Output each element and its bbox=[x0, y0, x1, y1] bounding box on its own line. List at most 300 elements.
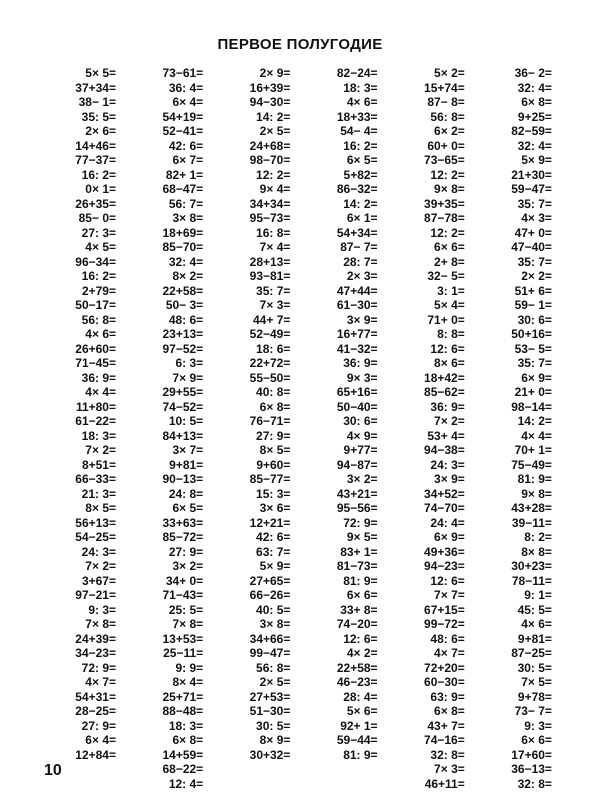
exercise-item: 43+21= bbox=[336, 486, 378, 501]
exercise-item: 5× 2= bbox=[434, 66, 465, 80]
exercise-item: 28+13= bbox=[249, 254, 291, 269]
exercise-item: 32: 4= bbox=[168, 254, 204, 269]
exercise-item: 54+34= bbox=[336, 225, 378, 240]
exercise-item: 3× 8= bbox=[259, 617, 291, 631]
exercise-item: 40: 5= bbox=[256, 602, 291, 617]
exercise-item: 3+67= bbox=[81, 573, 116, 588]
exercise-item: 98−14= bbox=[511, 399, 552, 414]
exercise-item: 4× 6= bbox=[346, 95, 378, 109]
exercise-item: 4× 9= bbox=[346, 428, 378, 443]
exercise-item: 5× 5= bbox=[85, 66, 116, 80]
exercise-item: 51+ 6= bbox=[514, 283, 552, 298]
exercise-item: 87−78= bbox=[424, 211, 465, 225]
exercise-item: 94−23= bbox=[424, 559, 465, 573]
exercise-item: 36: 9= bbox=[81, 370, 116, 385]
exercise-item: 87−25= bbox=[511, 646, 552, 660]
exercise-item: 66−33= bbox=[75, 472, 116, 486]
exercise-item: 43+28= bbox=[511, 501, 552, 515]
exercise-item: 35: 7= bbox=[517, 356, 552, 370]
exercise-item: 18+42= bbox=[424, 370, 465, 385]
exercise-item: 11+80= bbox=[75, 399, 116, 414]
exercise-item: 6× 6= bbox=[434, 240, 465, 254]
exercise-item: 71−45= bbox=[75, 356, 116, 370]
exercise-item: 27+65= bbox=[249, 573, 291, 588]
exercise-item: 59−47= bbox=[511, 182, 552, 196]
exercise-item: 70+ 1= bbox=[514, 443, 552, 457]
exercise-item: 2+ 8= bbox=[434, 254, 465, 269]
exercise-item: 27: 9= bbox=[81, 718, 116, 733]
exercise-item: 50−17= bbox=[75, 298, 116, 312]
exercise-item: 12: 4= bbox=[168, 776, 204, 791]
exercise-item: 18: 3= bbox=[81, 428, 116, 443]
exercise-item: 12+84= bbox=[75, 747, 116, 762]
exercise-item: 95−73= bbox=[249, 211, 291, 225]
exercise-column bbox=[492, 66, 552, 791]
exercise-item: 16: 2= bbox=[81, 269, 116, 283]
exercise-item: 18+33= bbox=[336, 109, 378, 124]
exercise-item: 30: 5= bbox=[256, 718, 291, 733]
exercise-grid bbox=[56, 66, 552, 791]
exercise-item: 32: 4= bbox=[517, 80, 552, 95]
exercise-item: 6× 8= bbox=[434, 704, 465, 718]
exercise-item: 85−62= bbox=[424, 385, 465, 399]
exercise-item: 7× 2= bbox=[434, 414, 465, 428]
exercise-item: 53+ 4= bbox=[427, 428, 465, 443]
exercise-column bbox=[143, 66, 204, 791]
exercise-item: 15: 3= bbox=[256, 486, 291, 501]
exercise-item: 5× 4= bbox=[434, 298, 465, 312]
exercise-item: 2× 9= bbox=[259, 66, 291, 80]
exercise-item: 54− 4= bbox=[340, 124, 378, 138]
exercise-item: 14+46= bbox=[75, 138, 116, 153]
exercise-item: 12: 6= bbox=[430, 573, 465, 588]
exercise-item: 6× 1= bbox=[346, 211, 378, 225]
page-title: ПЕРВОЕ ПОЛУГОДИЕ bbox=[217, 36, 383, 53]
exercise-item: 81−73= bbox=[336, 559, 378, 573]
exercise-item: 7× 8= bbox=[172, 617, 204, 631]
exercise-item: 6× 6= bbox=[521, 733, 552, 747]
exercise-item: 74−70= bbox=[424, 501, 465, 515]
exercise-item: 9: 1= bbox=[524, 588, 552, 602]
exercise-item: 12: 6= bbox=[343, 631, 378, 646]
exercise-item: 5× 9= bbox=[521, 153, 552, 167]
exercise-item: 30: 6= bbox=[343, 414, 378, 428]
exercise-item: 0× 1= bbox=[85, 182, 116, 196]
exercise-item: 32− 5= bbox=[427, 269, 465, 283]
exercise-item: 6× 6= bbox=[346, 588, 378, 602]
exercise-item: 16+77= bbox=[336, 327, 378, 341]
exercise-item: 47+44= bbox=[336, 283, 378, 298]
exercise-item: 7× 2= bbox=[85, 559, 116, 573]
exercise-item: 6× 2= bbox=[434, 124, 465, 138]
exercise-item: 32: 4= bbox=[517, 138, 552, 153]
exercise-item: 34−23= bbox=[75, 646, 116, 660]
exercise-item: 54+31= bbox=[75, 689, 116, 704]
exercise-item: 36− 2= bbox=[514, 66, 552, 80]
exercise-item: 45: 5= bbox=[517, 602, 552, 617]
exercise-item: 94−30= bbox=[249, 95, 291, 109]
exercise-item: 15+74= bbox=[424, 80, 465, 95]
exercise-item: 50− 3= bbox=[165, 298, 204, 312]
exercise-item: 9+78= bbox=[517, 689, 552, 704]
exercise-item: 12: 2= bbox=[430, 167, 465, 182]
exercise-item: 9× 5= bbox=[346, 530, 378, 544]
exercise-item: 2× 5= bbox=[259, 124, 291, 138]
exercise-item: 26+60= bbox=[75, 341, 116, 356]
exercise-item: 2× 3= bbox=[346, 269, 378, 283]
exercise-item: 95−56= bbox=[336, 501, 378, 515]
exercise-item: 7× 7= bbox=[434, 588, 465, 602]
exercise-item: 56: 7= bbox=[168, 196, 204, 211]
exercise-item: 9+81= bbox=[517, 631, 552, 646]
exercise-item: 7× 3= bbox=[434, 762, 465, 776]
exercise-item: 60−30= bbox=[424, 675, 465, 689]
exercise-item: 30: 6= bbox=[517, 312, 552, 327]
exercise-item: 14: 2= bbox=[256, 109, 291, 124]
exercise-item: 28: 4= bbox=[343, 689, 378, 704]
exercise-item: 24: 3= bbox=[430, 457, 465, 472]
exercise-item: 9+25= bbox=[517, 109, 552, 124]
exercise-item: 40: 8= bbox=[256, 385, 291, 399]
exercise-item: 12: 6= bbox=[430, 341, 465, 356]
exercise-item: 17+60= bbox=[511, 747, 552, 762]
exercise-item: 76−71= bbox=[249, 414, 291, 428]
exercise-item: 68−22= bbox=[162, 762, 204, 776]
exercise-item: 39−11= bbox=[511, 515, 552, 530]
exercise-item: 43+ 7= bbox=[427, 718, 465, 733]
exercise-item: 4× 5= bbox=[85, 240, 116, 254]
exercise-item: 18+69= bbox=[162, 225, 204, 240]
exercise-item: 96−34= bbox=[75, 254, 116, 269]
exercise-item: 8× 9= bbox=[259, 733, 291, 747]
exercise-item: 59−44= bbox=[336, 733, 378, 747]
exercise-item: 4× 6= bbox=[85, 327, 116, 341]
exercise-item: 87− 7= bbox=[340, 240, 378, 254]
exercise-item: 56: 8= bbox=[430, 109, 465, 124]
exercise-item: 9: 9= bbox=[175, 660, 204, 675]
exercise-item: 14: 2= bbox=[343, 196, 378, 211]
exercise-item: 25−11= bbox=[163, 646, 204, 660]
exercise-item: 33+63= bbox=[162, 515, 204, 530]
exercise-item: 6× 4= bbox=[85, 733, 116, 747]
exercise-item: 44+ 7= bbox=[253, 312, 291, 327]
exercise-item: 29+55= bbox=[162, 385, 204, 399]
exercise-item: 9× 8= bbox=[434, 182, 465, 196]
exercise-item: 2× 6= bbox=[85, 124, 116, 138]
exercise-item: 6× 5= bbox=[172, 501, 204, 515]
exercise-item: 22+58= bbox=[162, 283, 204, 298]
exercise-item: 6× 9= bbox=[521, 370, 552, 385]
exercise-item: 12: 2= bbox=[430, 225, 465, 240]
exercise-item: 34+ 0= bbox=[165, 573, 204, 588]
exercise-item: 78−11= bbox=[511, 573, 552, 588]
exercise-item: 18: 6= bbox=[256, 341, 291, 356]
exercise-item: 61−30= bbox=[336, 298, 378, 312]
exercise-item: 85− 0= bbox=[78, 211, 116, 225]
exercise-item: 35: 7= bbox=[517, 196, 552, 211]
exercise-item: 6× 8= bbox=[259, 399, 291, 414]
exercise-item: 8× 4= bbox=[172, 675, 204, 689]
exercise-item: 53− 5= bbox=[514, 341, 552, 356]
exercise-item: 9+81= bbox=[169, 457, 204, 472]
exercise-item: 36−13= bbox=[511, 762, 552, 776]
exercise-item: 9× 3= bbox=[346, 370, 378, 385]
exercise-item: 81: 9= bbox=[343, 747, 378, 762]
exercise-item: 47+ 0= bbox=[514, 225, 552, 240]
exercise-item: 24: 8= bbox=[168, 486, 204, 501]
exercise-item: 27: 9= bbox=[168, 544, 204, 559]
exercise-item: 97−21= bbox=[75, 588, 116, 602]
exercise-item: 22+72= bbox=[249, 356, 291, 370]
exercise-item: 8× 2= bbox=[172, 269, 204, 283]
exercise-item: 84+13= bbox=[162, 428, 204, 443]
exercise-item: 8× 8= bbox=[521, 544, 552, 559]
exercise-item: 90−13= bbox=[162, 472, 204, 486]
exercise-column bbox=[56, 66, 116, 762]
exercise-item: 32: 8= bbox=[430, 747, 465, 762]
exercise-item: 63: 9= bbox=[430, 689, 465, 704]
exercise-item: 3× 9= bbox=[346, 312, 378, 327]
exercise-item: 25+71= bbox=[162, 689, 204, 704]
exercise-item: 34+52= bbox=[424, 486, 465, 501]
exercise-item: 3: 1= bbox=[437, 283, 465, 298]
exercise-item: 98−70= bbox=[249, 153, 291, 167]
exercise-item: 94−87= bbox=[336, 457, 378, 472]
exercise-item: 48: 6= bbox=[168, 312, 204, 327]
exercise-item: 35: 7= bbox=[517, 254, 552, 269]
exercise-item: 54+19= bbox=[162, 109, 204, 124]
exercise-item: 4× 4= bbox=[521, 428, 552, 443]
exercise-item: 21+30= bbox=[511, 167, 552, 182]
exercise-item: 99−72= bbox=[424, 617, 465, 631]
exercise-item: 30+32= bbox=[249, 747, 291, 762]
page-number: 10 bbox=[44, 762, 62, 779]
exercise-item: 42: 6= bbox=[168, 138, 204, 153]
exercise-item: 7× 2= bbox=[85, 443, 116, 457]
exercise-item: 73−61= bbox=[162, 66, 204, 80]
exercise-item: 2+79= bbox=[81, 283, 116, 298]
exercise-item: 16: 8= bbox=[256, 225, 291, 240]
exercise-item: 67+15= bbox=[424, 602, 465, 617]
exercise-item: 73−65= bbox=[424, 153, 465, 167]
exercise-item: 21+ 0= bbox=[514, 385, 552, 399]
exercise-item: 28−25= bbox=[75, 704, 116, 718]
exercise-item: 92+ 1= bbox=[340, 718, 378, 733]
exercise-item: 3× 7= bbox=[172, 443, 204, 457]
exercise-item: 5× 9= bbox=[259, 559, 291, 573]
exercise-item: 46−23= bbox=[336, 675, 378, 689]
exercise-item: 41−32= bbox=[336, 341, 378, 356]
exercise-item: 7× 3= bbox=[259, 298, 291, 312]
exercise-item: 4× 2= bbox=[346, 646, 378, 660]
exercise-item: 5× 6= bbox=[346, 704, 378, 718]
exercise-item: 13+53= bbox=[162, 631, 204, 646]
exercise-item: 8× 5= bbox=[259, 443, 291, 457]
exercise-item: 36: 9= bbox=[430, 399, 465, 414]
exercise-item: 56: 8= bbox=[256, 660, 291, 675]
exercise-item: 4× 7= bbox=[85, 675, 116, 689]
exercise-item: 6× 7= bbox=[172, 153, 204, 167]
exercise-item: 7× 8= bbox=[85, 617, 116, 631]
exercise-item: 5+82= bbox=[343, 167, 378, 182]
exercise-item: 47−40= bbox=[511, 240, 552, 254]
exercise-item: 63: 7= bbox=[256, 544, 291, 559]
exercise-item: 65+16= bbox=[336, 385, 378, 399]
exercise-item: 52−41= bbox=[162, 124, 204, 138]
exercise-item: 39+35= bbox=[424, 196, 465, 211]
exercise-item: 8: 8= bbox=[437, 327, 465, 341]
exercise-item: 14: 2= bbox=[517, 414, 552, 428]
exercise-item: 36: 4= bbox=[168, 80, 204, 95]
exercise-item: 68−47= bbox=[162, 182, 204, 196]
exercise-item: 88−48= bbox=[162, 704, 204, 718]
exercise-item: 34+34= bbox=[249, 196, 291, 211]
exercise-item: 75−49= bbox=[511, 457, 552, 472]
exercise-item: 93−81= bbox=[249, 269, 291, 283]
exercise-item: 3× 9= bbox=[434, 472, 465, 486]
exercise-item: 18: 3= bbox=[168, 718, 204, 733]
exercise-item: 2× 5= bbox=[259, 675, 291, 689]
exercise-item: 34+66= bbox=[249, 631, 291, 646]
exercise-item: 87− 8= bbox=[427, 95, 465, 109]
exercise-item: 9+77= bbox=[343, 443, 378, 457]
exercise-item: 6× 5= bbox=[346, 153, 378, 167]
exercise-item: 9× 8= bbox=[521, 486, 552, 501]
exercise-item: 36: 9= bbox=[343, 356, 378, 370]
exercise-item: 6× 9= bbox=[434, 530, 465, 544]
exercise-item: 71−43= bbox=[162, 588, 204, 602]
exercise-item: 55−50= bbox=[249, 370, 291, 385]
exercise-item: 21: 3= bbox=[81, 486, 116, 501]
exercise-item: 6× 4= bbox=[172, 95, 204, 109]
exercise-item: 42: 6= bbox=[256, 530, 291, 544]
exercise-item: 33+ 8= bbox=[340, 602, 378, 617]
exercise-item: 28: 7= bbox=[343, 254, 378, 269]
exercise-item: 4× 7= bbox=[434, 646, 465, 660]
exercise-item: 52−49= bbox=[249, 327, 291, 341]
exercise-item: 97−52= bbox=[162, 341, 204, 356]
exercise-item: 85−70= bbox=[162, 240, 204, 254]
exercise-item: 74−20= bbox=[336, 617, 378, 631]
exercise-item: 72+20= bbox=[424, 660, 465, 675]
exercise-item: 2× 2= bbox=[521, 269, 552, 283]
exercise-item: 60+ 0= bbox=[427, 138, 465, 153]
exercise-item: 8× 5= bbox=[85, 501, 116, 515]
exercise-item: 85−77= bbox=[249, 472, 291, 486]
exercise-item: 54−25= bbox=[75, 530, 116, 544]
exercise-item: 85−72= bbox=[162, 530, 204, 544]
exercise-item: 81: 9= bbox=[343, 573, 378, 588]
exercise-item: 72: 9= bbox=[343, 515, 378, 530]
exercise-item: 46+11= bbox=[424, 776, 465, 791]
exercise-column bbox=[230, 66, 291, 762]
exercise-item: 82−59= bbox=[511, 124, 552, 138]
exercise-item: 7× 4= bbox=[259, 240, 291, 254]
exercise-item: 3× 6= bbox=[259, 501, 291, 515]
exercise-item: 14+59= bbox=[162, 747, 204, 762]
exercise-item: 27+53= bbox=[249, 689, 291, 704]
exercise-item: 35: 5= bbox=[81, 109, 116, 124]
exercise-column bbox=[318, 66, 378, 762]
exercise-item: 12: 2= bbox=[256, 167, 291, 182]
exercise-item: 9+60= bbox=[256, 457, 291, 472]
exercise-item: 16: 2= bbox=[343, 138, 378, 153]
exercise-item: 27: 3= bbox=[81, 225, 116, 240]
exercise-item: 24: 3= bbox=[81, 544, 116, 559]
exercise-item: 8+51= bbox=[81, 457, 116, 472]
exercise-item: 32: 8= bbox=[517, 776, 552, 791]
exercise-item: 24+39= bbox=[75, 631, 116, 646]
exercise-item: 26+35= bbox=[75, 196, 116, 211]
exercise-item: 25: 5= bbox=[168, 602, 204, 617]
exercise-item: 10: 5= bbox=[168, 414, 204, 428]
exercise-item: 73− 7= bbox=[514, 704, 552, 718]
exercise-item: 23+13= bbox=[162, 327, 204, 341]
exercise-item: 38− 1= bbox=[78, 95, 116, 109]
exercise-item: 82+ 1= bbox=[165, 167, 204, 182]
exercise-item: 49+36= bbox=[424, 544, 465, 559]
exercise-item: 6× 8= bbox=[521, 95, 552, 109]
exercise-item: 74−52= bbox=[162, 399, 204, 414]
exercise-item: 22+58= bbox=[336, 660, 378, 675]
exercise-item: 6: 3= bbox=[175, 356, 204, 370]
exercise-item: 66−26= bbox=[249, 588, 291, 602]
exercise-item: 9: 3= bbox=[88, 602, 116, 617]
exercise-item: 61−22= bbox=[75, 414, 116, 428]
exercise-item: 18: 3= bbox=[343, 80, 378, 95]
exercise-item: 9× 4= bbox=[259, 182, 291, 196]
exercise-item: 71+ 0= bbox=[427, 312, 465, 327]
exercise-item: 4× 3= bbox=[521, 211, 552, 225]
exercise-item: 56+13= bbox=[75, 515, 116, 530]
exercise-item: 4× 4= bbox=[85, 385, 116, 399]
exercise-item: 50+16= bbox=[511, 327, 552, 341]
exercise-item: 3× 2= bbox=[172, 559, 204, 573]
exercise-item: 24+68= bbox=[249, 138, 291, 153]
exercise-item: 82−24= bbox=[336, 66, 378, 80]
exercise-item: 12+21= bbox=[249, 515, 291, 530]
exercise-item: 37+34= bbox=[75, 80, 116, 95]
exercise-item: 30+23= bbox=[511, 559, 552, 573]
exercise-column bbox=[405, 66, 465, 791]
exercise-item: 16: 2= bbox=[81, 167, 116, 182]
exercise-item: 94−38= bbox=[424, 443, 465, 457]
exercise-item: 59− 1= bbox=[514, 298, 552, 312]
exercise-item: 3× 2= bbox=[346, 472, 378, 486]
exercise-item: 24: 4= bbox=[430, 515, 465, 530]
exercise-item: 83+ 1= bbox=[340, 544, 378, 559]
exercise-item: 4× 6= bbox=[521, 617, 552, 631]
exercise-item: 86−32= bbox=[336, 182, 378, 196]
exercise-item: 50−40= bbox=[336, 399, 378, 414]
exercise-item: 8× 6= bbox=[434, 356, 465, 370]
exercise-item: 3× 8= bbox=[172, 211, 204, 225]
exercise-item: 8: 2= bbox=[524, 530, 552, 544]
exercise-item: 48: 6= bbox=[430, 631, 465, 646]
exercise-item: 81: 9= bbox=[517, 472, 552, 486]
exercise-item: 6× 8= bbox=[172, 733, 204, 747]
exercise-item: 7× 5= bbox=[521, 675, 552, 689]
exercise-item: 56: 8= bbox=[81, 312, 116, 327]
exercise-item: 99−47= bbox=[249, 646, 291, 660]
exercise-item: 74−16= bbox=[424, 733, 465, 747]
exercise-item: 35: 7= bbox=[256, 283, 291, 298]
exercise-item: 51−30= bbox=[249, 704, 291, 718]
exercise-item: 77−37= bbox=[75, 153, 116, 167]
exercise-item: 72: 9= bbox=[81, 660, 116, 675]
exercise-item: 27: 9= bbox=[256, 428, 291, 443]
exercise-item: 9: 3= bbox=[524, 718, 552, 733]
